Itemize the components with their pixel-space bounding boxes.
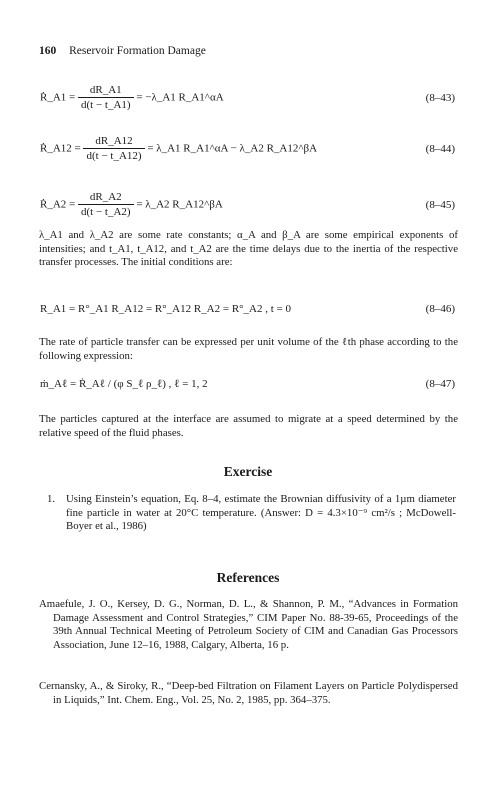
equation-8-46: R_A1 = R°_A1 R_A12 = R°_A12 R_A2 = R°_A2 , t = 0 (8–46) bbox=[40, 303, 455, 315]
reference-item: Cernansky, A., & Siroky, R., “Deep-bed Filtration on Filament Layers on Particle Polydispersed in Liquids,” Int. Chem. Eng., Vol. 25, No. 2, 1985, pp. 364–375. bbox=[39, 680, 458, 706]
exercise-number: 1. bbox=[47, 493, 56, 505]
reference-item: Amaefule, J. O., Kersey, D. G., Norman, D. L., & Shannon, P. M., “Advances in Formation Damage Assessment and Control Strategies,” CIM Paper No. 88-39-65, Proceedings of the 39th Annual Technical Meeting of Petroleum Society of CIM and Canadian Gas Processors Association, June 12–16, 1988, Calgary, Alberta, 16 p. bbox=[39, 598, 458, 651]
paragraph-rate-constants: λ_A1 and λ_A2 are some rate constants; α_A and β_A are some empirical exponents of intensities; and t_A1, t_A12, and t_A2 are the time delays due to the inertia of the respective transfer processes. The initial conditions are: bbox=[39, 229, 458, 268]
equation-8-44: Ṙ_A12 = $\frac{dR\_A12}{d(t - t\_A12)}$ = λ_A1 R_A1^αA − λ_A2 R_A12^βA (8–44) bbox=[40, 135, 455, 162]
running-title: Reservoir Formation Damage bbox=[69, 45, 206, 57]
equation-number: (8–43) bbox=[425, 91, 455, 104]
page-number: 160 bbox=[39, 45, 57, 57]
page-header bbox=[39, 45, 206, 57]
equation-number: (8–47) bbox=[425, 378, 455, 390]
equation-8-45: Ṙ_A2 = $\frac{dR\_A2}{d(t - t\_A2)}$ = λ_A2 R_A12^βA (8–45) bbox=[40, 191, 455, 218]
equation-number: (8–45) bbox=[425, 198, 455, 211]
exercise-heading: Exercise bbox=[223, 464, 273, 479]
equation-8-47: ṁ_Aℓ = Ṙ_Aℓ / (φ S_ℓ ρ_ℓ) , ℓ = 1, 2 (8–47) bbox=[40, 378, 455, 390]
exercise-text: Using Einstein’s equation, Eq. 8–4, estimate the Brownian diffusivity of a 1µm diameter fine particle in water at 20°C temperature. (Answer: D = 4.3×10⁻⁹ cm²/s ; McDowell-Boyer et al., 1986) bbox=[66, 493, 456, 532]
equation-8-43: Ṙ_A1 = $\frac{dR\_A1}{d(t - t\_A1)}$ = −λ_A1 R_A1^αA (8–43) bbox=[40, 84, 455, 111]
paragraph-captured-particles: The particles captured at the interface are assumed to migrate at a speed determined by the relative speed of the fluid phases. bbox=[39, 413, 458, 439]
references-heading: References bbox=[216, 570, 280, 585]
paragraph-transfer-rate: The rate of particle transfer can be expressed per unit volume of the ℓth phase according to the following expression: bbox=[39, 336, 458, 362]
equation-number: (8–44) bbox=[425, 142, 455, 155]
equation-number: (8–46) bbox=[425, 303, 455, 315]
